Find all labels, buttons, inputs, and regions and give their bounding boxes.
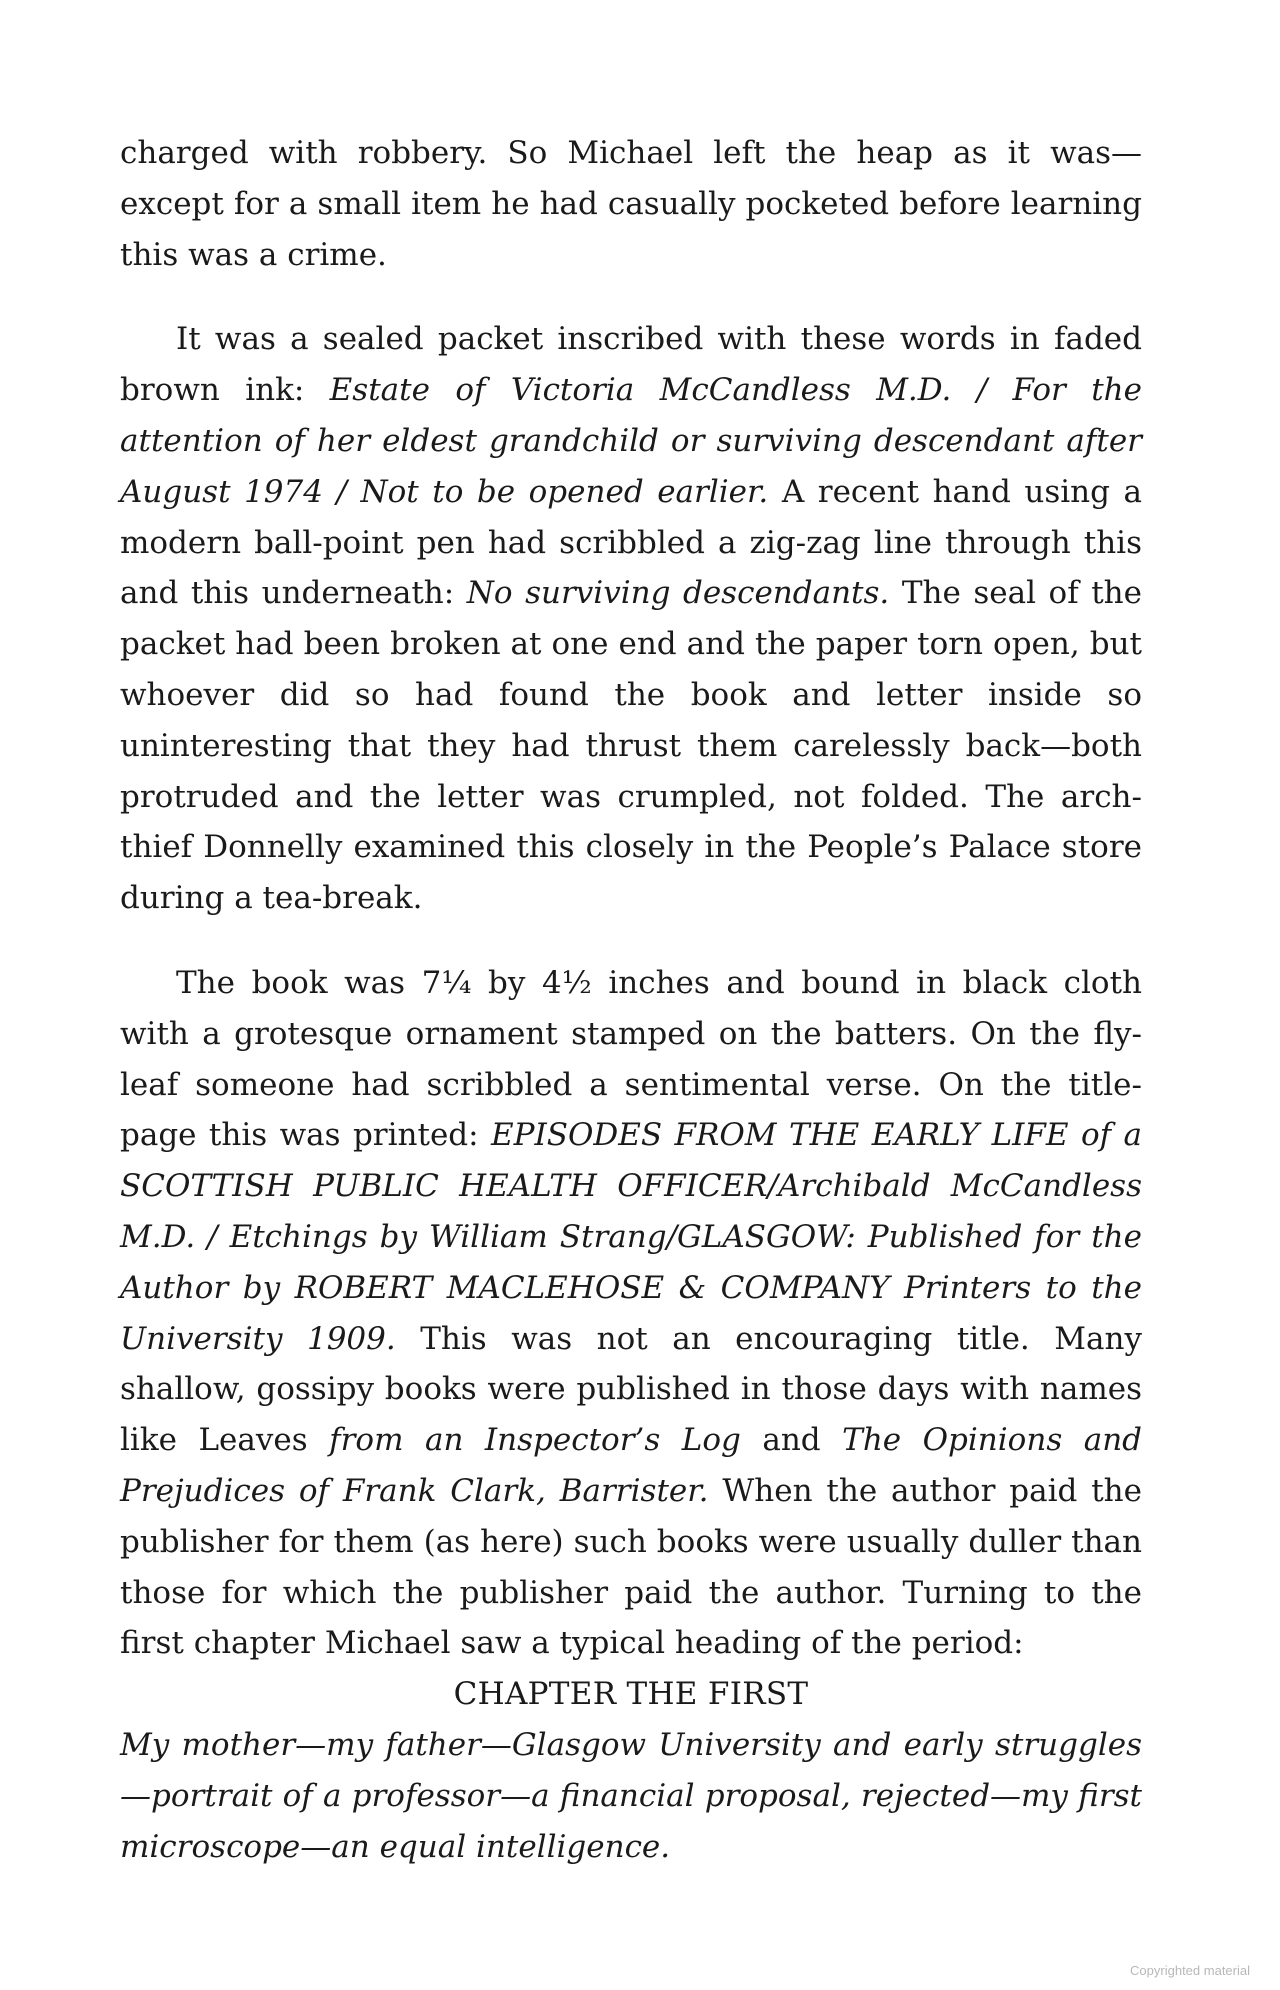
chapter-heading: CHAPTER THE FIRST [453,1676,809,1713]
paragraph-3-middle: This was not an encouraging title. Many shallow, gossipy books were published in those days with names like Leaves [120,1320,1142,1459]
paragraph-2 [120,314,1142,924]
paragraph-1-text: charged with robbery. So Michael left the heap as it was—except for a small item he had casually pocketed before learning this was a crime. [120,135,1142,273]
paragraph-1 [120,128,1142,280]
paragraph-2-middle: A recent hand using a modern ball-point pen had scribbled a zig-zag line through this and this underneath: [120,473,1143,612]
book-title-opinions: The Opinions and Prejudices of Frank Clark, Barrister. [120,1422,1143,1509]
paragraph-3 [120,958,1142,1669]
paragraph-2-intro: It was a sealed packet inscribed with these words in faded brown ink: [120,321,1142,409]
paragraph-2-rest: The seal of the packet had been broken at one end and the paper torn open, but whoever did so had found the book and letter inside so uninteresting that they had thrust them carelessly back—both protruded and the letter was crumpled, not folded. The arch-thief Donnelly examined this closely in the People’s Palace store during a tea-break. [120,575,1142,917]
pen-annotation: No surviving descendants. [466,575,890,612]
paragraph-3-rest: When the author paid the publisher for them (as here) such books were usually duller than those for which the publisher paid the author. Turning to the first chapter Michael saw a typical heading of the period: [120,1472,1142,1662]
page-body [120,128,1142,1872]
paragraph-3-intro: The book was 7¼ by 4½ inches and bound in black cloth with a grotesque ornament stamped on the batters. On the fly-leaf someone had scribbled a sentimental verse. On the title-page this was printed: [120,964,1142,1154]
book-title-inspectors-log: from an Inspector’s Log [329,1422,741,1459]
copyright-watermark: Copyrighted material [1130,1963,1250,1978]
paragraph-3-and: and [740,1422,843,1459]
packet-inscription: Estate of Victoria McCandless M.D. / For the attention of her eldest grandchild or surviving descendant after August 1974 / Not to be opened earlier. [120,372,1142,510]
chapter-summary: My mother—my father—Glasgow University and early struggles—portrait of a professor—a financial proposal, rejected—my first microscope—an equal intelligence. [120,1726,1142,1865]
book-title-page: EPISODES FROM THE EARLY LIFE of a SCOTTISH PUBLIC HEALTH OFFICER/Archibald McCandless M.D. / Etchings by William Strang/GLASGOW: Published for the Author by ROBERT MACLEHOSE & COMPANY Printers to the University 1909. [120,1117,1143,1357]
